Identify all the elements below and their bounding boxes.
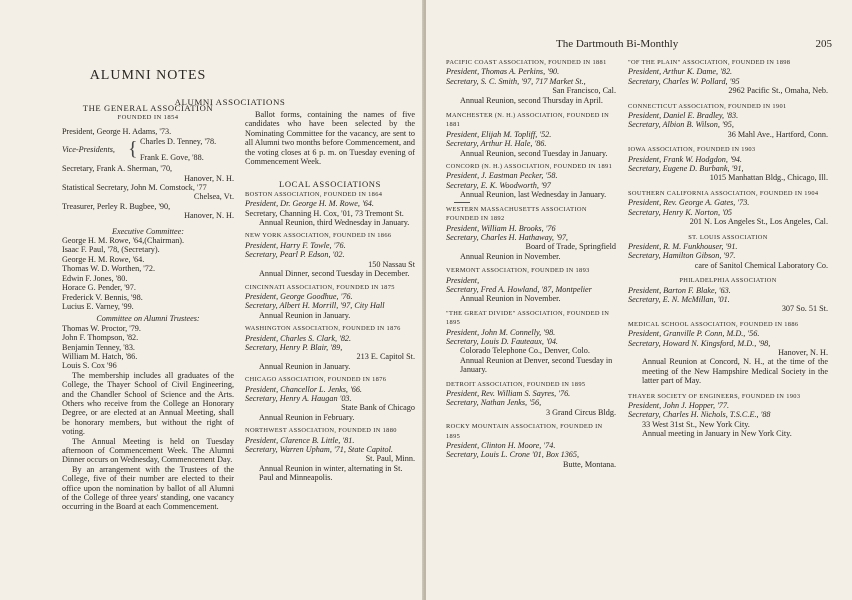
chicago-heading: CHICAGO ASSOCIATION, FOUNDED IN 1876 [245,376,387,384]
stlouis-address: care of Sanitol Chemical Laboratory Co. [694,260,828,270]
plain-secretary: Secretary, Charles W. Pollard, '95 [628,76,740,86]
plain-heading: "OF THE PLAIN" ASSOCIATION, FOUNDED IN 1898 [628,59,791,66]
newyork-president: President, Harry F. Towle, '76. [245,240,346,250]
washington-heading: WASHINGTON ASSOCIATION, FOUNDED IN 1876 [245,325,401,333]
northwest-president: President, Clarence B. Little, '81. [245,435,355,445]
northwest-heading: NORTHWEST ASSOCIATION, FOUNDED IN 1880 [245,427,397,435]
cincinnati-heading: CINCINNATI ASSOCIATION, FOUNDED IN 1875 [245,283,395,291]
rocky-heading: ROCKY MOUNTAIN ASSOCIATION, FOUNDED IN 1895 [446,423,603,440]
chicago-president: President, Chancellor L. Jenks, '66. [245,384,362,394]
medical-heading: MEDICAL SCHOOL ASSOCIATION, FOUNDED IN 1886 [628,320,799,328]
chicago-note: Annual Reunion in February. [259,412,355,422]
page-title: ALUMNI NOTES [89,68,207,83]
exec-member: George H. M. Rowe, '64,(Chairman). [62,236,185,246]
vp-1: Charles D. Tenney, '78. [140,137,217,147]
concord-heading: CONCORD (N. H.) ASSOCIATION, FOUNDED IN 1891 [446,163,613,171]
rocky-secretary: Secretary, Louis L. Crone '01, Box 1365, [446,450,580,460]
vermont-note: Annual Reunion in November. [460,294,561,304]
iowa-president: President, Frank W. Hodgdon, '94. [628,154,742,164]
exec-member: Horace G. Pender, '97. [62,283,136,293]
socal-president: President, Rev. George A. Gates, '73. [628,198,750,208]
manchester-note: Annual Reunion, second Tuesday in January. [460,148,608,158]
general-association-heading: THE GENERAL ASSOCIATION [82,103,214,113]
trustee-member: Benjamin Tenney, '83. [62,342,135,352]
iowa-secretary: Secretary, Eugene D. Burbank, '91, [628,164,744,174]
westmass-heading: WESTERN MASSACHUSETTS ASSOCIATION FOUNDED IN 1892 [446,205,587,223]
socal-address: 201 N. Los Angeles St., Los Angeles, Cal. [689,217,828,227]
vermont-president: President, [446,275,480,285]
socal-secretary: Secretary, Henry K. Norton, '05 [628,207,733,217]
pacific-heading: PACIFIC COAST ASSOCIATION, FOUNDED IN 1881 [446,59,607,66]
pacific-secretary: Secretary, S. C. Smith, '97, 717 Market St., [446,76,586,86]
manchester-heading: MANCHESTER (N. H.) ASSOCIATION, FOUNDED IN 1881 [446,112,610,129]
local-associations-heading: LOCAL ASSOCIATIONS [279,179,381,190]
rocky-address: Butte, Montana. [563,459,616,469]
thayer-note: Annual meeting in January in New York City. [642,429,792,439]
stat-secretary: Statistical Secretary, John M. Comstock, '77 [62,183,207,193]
thayer-secretary: Secretary, Charles H. Nichols, T.S.C.E., '88 [628,410,771,420]
concord-president: President, J. Eastman Pecker, '58. [446,171,558,181]
connecticut-address: 36 Mahl Ave., Hartford, Conn. [727,129,828,139]
right-page [426,0,852,600]
right-column-2 [628,58,828,439]
stlouis-secretary: Secretary, Hamilton Gibson, '97. [628,251,736,261]
washington-note: Annual Reunion in January. [259,361,351,371]
newyork-address: 150 Nassau St [368,259,415,269]
trustees-heading: Committee on Alumni Trustees: [96,314,200,324]
stat-secretary-place: Chelsea, Vt. [193,192,234,202]
exec-member: George H. M. Rowe, '64. [62,254,145,264]
cincinnati-note: Annual Reunion in January. [259,310,351,320]
annual-meeting-paragraph: The Annual Meeting is held on Tuesday afternoon of Commencement Week. The Alumni Dinner occurs on Wednesday, Commencement Day. [62,436,234,465]
chicago-address: State Bank of Chicago [341,403,415,413]
plain-president: President, Arthur K. Dame, '82. [628,67,733,77]
plain-address: 2962 Pacific St., Omaha, Neb. [728,86,828,96]
newyork-note: Annual Dinner, second Tuesday in December. [259,269,410,279]
boston-heading: BOSTON ASSOCIATION, FOUNDED IN 1864 [245,190,383,198]
northwest-address: St. Paul, Minn. [365,454,415,464]
connecticut-secretary: Secretary, Albion B. Wilson, '95, [628,120,734,130]
philadelphia-heading: PHILADELPHIA ASSOCIATION [679,277,777,285]
ballot-paragraph: Ballot forms, containing the names of five candidates who have been selected by the Nominating Committee for the vacancy, are sent to all Alumni two months before Commencement, and the voting closes at 6 p. m. on Tuesday evening of Commencement Week. [245,110,415,167]
vermont-heading: VERMONT ASSOCIATION, FOUNDED IN 1893 [446,267,590,275]
medical-secretary: Secretary, Howard N. Kingsford, M.D., '98, [628,338,771,348]
vermont-secretary: Secretary, Fred A. Howland, '87, Montpelier [446,284,592,294]
greatdivide-address: Colorado Telephone Co., Denver, Colo. [460,346,590,356]
general-founded: FOUNDED IN 1854 [117,114,179,122]
medical-address: Hanover, N. H. [778,347,828,357]
connecticut-president: President, Daniel E. Bradley, '83. [628,111,739,121]
membership-paragraph: The membership includes all graduates of the College, the Thayer School of Civil Engineering, and the Chandler School of Science and the Arts. Others who receive from the College an Honorary Degree, or are elected at an Annual Meeting, shall be honorary members, but without the right of voting. [62,370,234,437]
westmass-note: Annual Reunion in November. [460,251,561,261]
left-column-2 [245,110,415,483]
chicago-secretary: Secretary, Henry A. Haugan '03. [245,393,352,403]
philadelphia-secretary: Secretary, E. N. McMillan, '01. [628,294,730,304]
treasurer-place: Hanover, N. H. [184,211,234,221]
alumni-associations-heading: ALUMNI ASSOCIATIONS [174,97,286,107]
vp-2: Frank E. Gove, '88. [140,153,204,163]
philadelphia-address: 307 So. 51 St. [781,304,828,314]
pacific-address: San Francisco, Cal. [552,86,616,96]
exec-heading: Executive Committee: [111,226,185,236]
treasurer: Treasurer, Perley R. Bugbee, '90, [62,201,171,211]
exec-member: Edwin F. Jones, '80. [62,273,128,283]
iowa-heading: IOWA ASSOCIATION, FOUNDED IN 1903 [628,146,756,154]
detroit-heading: DETROIT ASSOCIATION, FOUNDED IN 1895 [446,380,586,388]
northwest-secretary: Secretary, Warren Upham, '71, State Capitol. [245,445,393,454]
greatdivide-secretary: Secretary, Louis D. Fauteaux, '04. [446,336,558,346]
trustee-member: Thomas W. Proctor, '79. [62,323,141,333]
connecticut-heading: CONNECTICUT ASSOCIATION, FOUNDED IN 1901 [628,102,787,110]
separator-rule [454,202,470,203]
exec-member: Thomas W. D. Worthen, '72. [62,264,155,274]
exec-member: Frederick V. Bennis, '98. [62,292,143,302]
northwest-note: Annual Reunion in winter, alternating in St. Paul and Minneapolis. [259,463,403,483]
vp-label: Vice-Presidents, [62,145,115,155]
cincinnati-secretary: Secretary, Albert H. Morrill, '97, City Hall [245,301,385,311]
cincinnati-president: President, George Goodhue, '76. [245,291,353,301]
medical-president: President, Granville P. Conn, M.D., '56. [628,329,760,339]
pacific-president: President, Thomas A. Perkins, '90. [446,67,560,77]
newyork-heading: NEW YORK ASSOCIATION, FOUNDED IN 1866 [245,232,392,240]
greatdivide-note: Annual Reunion at Denver, second Tuesday in January. [460,355,613,375]
stlouis-president: President, R. M. Funkhouser, '91. [628,241,738,251]
boston-president: President, Dr. George H. M. Rowe, '64. [245,199,374,209]
manchester-secretary: Secretary, Arthur H. Hale, '86. [446,139,547,149]
vice-presidents [62,136,234,164]
socal-heading: SOUTHERN CALIFORNIA ASSOCIATION, FOUNDED IN 1904 [628,189,819,197]
trustee-member: John F. Thompson, '82. [62,333,139,343]
pacific-note: Annual Reunion, second Thursday in April. [460,95,603,105]
running-title: The Dartmouth Bi-Monthly [556,38,679,50]
washington-address: 213 E. Capitol St. [356,352,415,362]
general-president: President, George H. Adams, '73. [62,126,172,136]
thayer-president: President, John J. Hopper, '77. [628,401,730,410]
thayer-heading: THAYER SOCIETY OF ENGINEERS, FOUNDED IN 1903 [628,392,801,400]
concord-note: Annual Reunion, last Wednesday in January. [460,190,607,200]
exec-member: Isaac F. Paul, '78, (Secretary). [62,245,160,255]
washington-president: President, Charles S. Clark, '82. [245,333,352,343]
trustee-member: William M. Hatch, '86. [62,351,138,361]
general-secretary: Secretary, Frank A. Sherman, '70, [62,164,173,174]
thayer-address: 33 West 31st St., New York City. [642,419,750,429]
newyork-secretary: Secretary, Pearl P. Edson, '02. [245,250,345,260]
medical-note: Annual Reunion at Concord, N. H., at the time of the meeting of the New Hampshire Medical Society in the latter part of May. [642,357,828,386]
boston-note: Annual Reunion, third Wednesday in January. [259,218,410,228]
iowa-address: 1015 Manhattan Bldg., Chicago, Ill. [709,173,828,183]
page-number: 205 [815,38,832,50]
general-secretary-place: Hanover, N. H. [184,173,234,183]
washington-secretary: Secretary, Henry P. Blair, '89, [245,342,343,352]
boston-secretary: Secretary, Channing H. Cox, '01, 73 Tremont St. [245,208,404,218]
left-column-1 [62,68,234,512]
philadelphia-president: President, Barton F. Blake, '63. [628,285,731,295]
westmass-secretary: Secretary, Charles H. Hathaway, '97, [446,232,568,242]
detroit-secretary: Secretary, Nathan Jenks, '56, [446,398,542,408]
greatdivide-president: President, John M. Connelly, '98. [446,327,556,337]
rocky-president: President, Clinton H. Moore, '74. [446,441,556,451]
concord-secretary: Secretary, E. K. Woodworth, '97 [446,180,551,190]
left-page [0,0,424,600]
trustee-member: Louis S. Cox '96 [62,361,117,371]
brace-glyph: { [128,138,138,161]
detroit-president: President, Rev. William S. Sayres, '76. [446,389,571,398]
trustees-paragraph: By an arrangement with the Trustees of the College, five of their number are elected to their office upon the nomination by ballot of all Alumni of the College of three years' standing, one vacancy occurring in the Board at each Commencement. [62,464,234,512]
westmass-president: President, William H. Brooks, '76 [446,223,556,233]
manchester-president: President, Elijah M. Topliff, '52. [446,129,552,139]
exec-member: Lucius E. Varney, '99. [62,301,134,311]
right-column-1 [446,58,616,469]
westmass-address: Board of Trade, Springfield [525,242,616,252]
detroit-address: 3 Grand Circus Bldg. [545,407,616,417]
greatdivide-heading: "THE GREAT DIVIDE" ASSOCIATION, FOUNDED IN 1895 [446,309,610,327]
stlouis-heading: ST. LOUIS ASSOCIATION [688,233,768,241]
